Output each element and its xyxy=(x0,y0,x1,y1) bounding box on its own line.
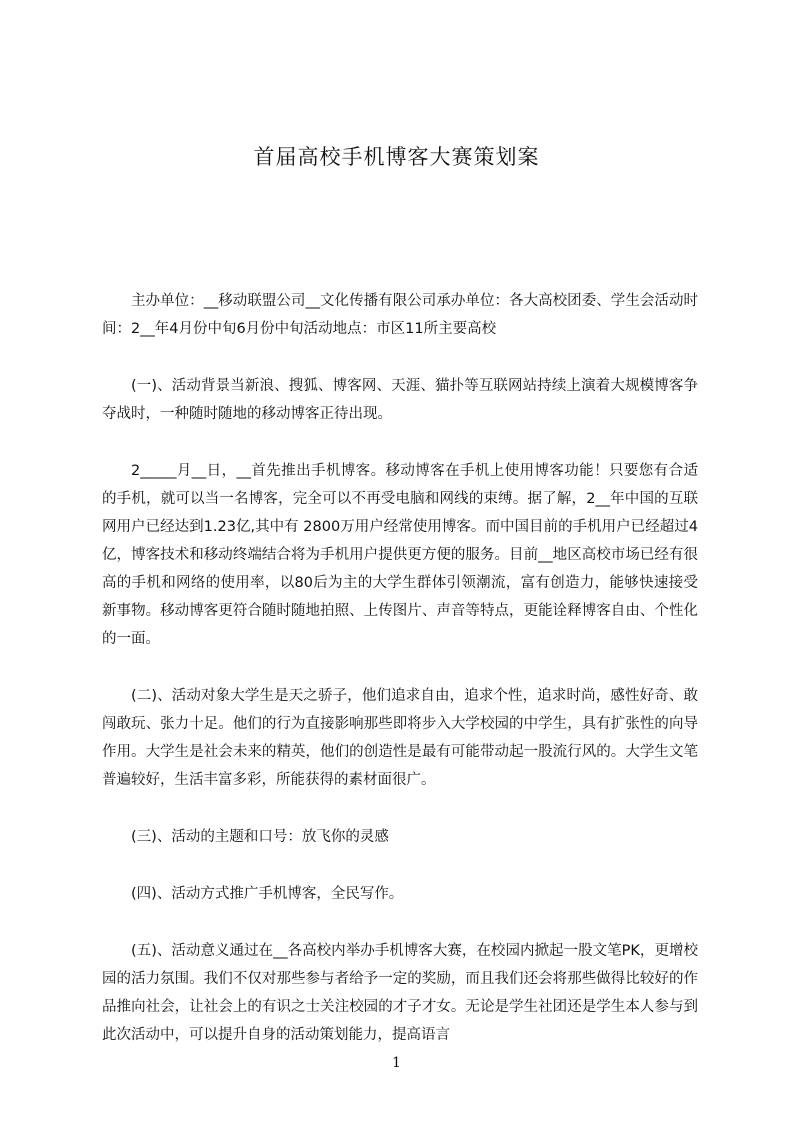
document-body xyxy=(102,287,698,1078)
paragraph-mobile-blog-intro: 2_____月__日，__首先推出手机博客。移动博客在手机上使用博客功能！只要您有合适的手机，就可以当一名博客，完全可以不再受电脑和网线的束缚。据了解，2__年中国的互联网用户已经达到1.23亿,其中有 2800万用户经常使用博客。而中国目前的手机用户已经超过4亿，博客技术和移动终端结合将为手机用户提供更方便的服务。目前__地区高校市场已经有很高的手机和网络的使用率，以80后为主的大学生群体引领潮流，富有创造力，能够快速接受新事物。移动博客更符合随时随地拍照、上传图片、声音等特点，更能诠释博客自由、个性化的一面。 xyxy=(102,463,698,647)
paragraph-activity-method: (四)、活动方式推广手机博客，全民写作。 xyxy=(131,886,404,902)
paragraph-target-audience: (二)、活动对象大学生是天之骄子，他们追求自由，追求个性，追求时尚，感性好奇、敢闯敢玩、张力十足。他们的行为直接影响那些即将步入大学校园的中学生，具有扩张性的向导作用。大学生是社会未来的精英，他们的创造性是最有可能带动起一股流行风的。大学生文笔普遍较好，生活丰富多彩，所能获得的素材面很广。 xyxy=(102,688,698,788)
paragraph-organizers: 主办单位：__移动联盟公司__文化传播有限公司承办单位：各大高校团委、学生会活动时间：2__年4月份中旬6月份中旬活动地点：市区11所主要高校 xyxy=(102,293,698,337)
paragraph-theme-slogan: (三)、活动的主题和口号：放飞你的灵感 xyxy=(131,829,389,845)
paragraph-activity-significance: (五)、活动意义通过在__各高校内举办手机博客大赛，在校园内掀起一股文笔PK，更增校园的活力氛围。我们不仅对那些参与者给予一定的奖励，而且我们还会将那些做得比较好的作品推向社会，让社会上的有识之士关注校园的才子才女。无论是学生社团还是学生本人参与到此次活动中，可以提升自身的活动策划能力，提高语言 xyxy=(102,943,698,1043)
page-number: 1 xyxy=(392,1055,401,1071)
document-title: 首届高校手机博客大赛策划案 xyxy=(253,145,540,169)
paragraph-background: (一)、活动背景当新浪、搜狐、博客网、天涯、猫扑等互联网站持续上演着大规模博客争夺战时，一种随时随地的移动博客正待出现。 xyxy=(102,378,698,422)
